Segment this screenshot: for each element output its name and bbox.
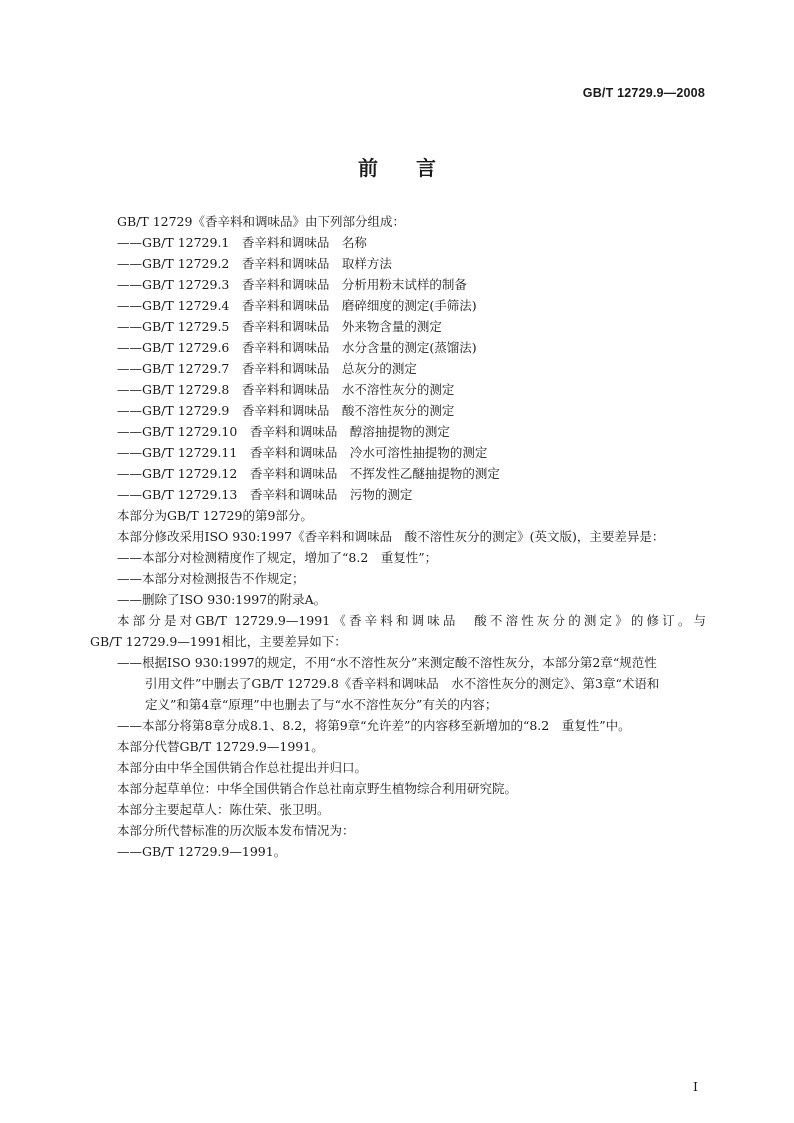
- text-line: ——GB/T 12729.10 香辛料和调味品 醇溶抽提物的测定: [117, 424, 450, 439]
- text-line: ——GB/T 12729.9 香辛料和调味品 酸不溶性灰分的测定: [117, 403, 455, 418]
- page-number: I: [693, 1079, 698, 1094]
- text-line: ——GB/T 12729.6 香辛料和调味品 水分含量的测定(蒸馏法): [117, 340, 477, 355]
- text-line: 本部分起草单位：中华全国供销合作总社南京野生植物综合利用研究院。: [117, 781, 518, 796]
- text-line: 本部分代替GB/T 12729.9—1991。: [117, 739, 324, 754]
- text-line: ——本部分对检测报告不作规定；: [117, 571, 305, 586]
- text-line: ——删除了ISO 930:1997的附录A。: [117, 592, 327, 607]
- text-line: ——GB/T 12729.8 香辛料和调味品 水不溶性灰分的测定: [117, 382, 455, 397]
- text-line: GB/T 12729《香辛料和调味品》由下列部分组成：: [117, 214, 405, 229]
- text-line: ——GB/T 12729.1 香辛料和调味品 名称: [117, 235, 367, 250]
- text-line: ——GB/T 12729.4 香辛料和调味品 磨碎细度的测定(手筛法): [117, 298, 477, 313]
- text-line: 定义”和第4章“原理”中也删去了与“水不溶性灰分”有关的内容；: [145, 697, 498, 712]
- text-line: ——GB/T 12729.9—1991。: [117, 844, 287, 859]
- text-line: ——本部分对检测精度作了规定，增加了“8.2 重复性”；: [117, 550, 438, 565]
- standard-code: GB/T 12729.9—2008: [582, 86, 705, 100]
- text-line: 本部分由中华全国供销合作总社提出并归口。: [117, 760, 368, 775]
- text-line: 本部分主要起草人：陈仕荣、张卫明。: [117, 802, 330, 817]
- text-line: ——GB/T 12729.2 香辛料和调味品 取样方法: [117, 256, 392, 271]
- text-line: ——GB/T 12729.13 香辛料和调味品 污物的测定: [117, 487, 413, 502]
- text-line: ——根据ISO 930:1997的规定，不用“水不溶性灰分”来测定酸不溶性灰分，本部分第2章“规范性: [117, 655, 657, 670]
- text-line: ——GB/T 12729.11 香辛料和调味品 冷水可溶性抽提物的测定: [117, 445, 488, 460]
- page-title: 前言: [358, 156, 474, 180]
- text-line: 本部分修改采用ISO 930:1997《香辛料和调味品 酸不溶性灰分的测定》(英文版)，主要差异是：: [117, 529, 665, 544]
- text-line: 本部分为GB/T 12729的第9部分。: [117, 508, 313, 523]
- text-line: 引用文件”中删去了GB/T 12729.8《香辛料和调味品 水不溶性灰分的测定》、第3章“术语和: [145, 676, 660, 691]
- foreword-body: [90, 211, 706, 862]
- text-line: 本部分所代替标准的历次版本发布情况为：: [117, 823, 355, 838]
- text-line: ——GB/T 12729.12 香辛料和调味品 不挥发性乙醚抽提物的测定: [117, 466, 500, 481]
- text-line: GB/T 12729.9—1991相比，主要差异如下：: [90, 634, 347, 649]
- text-line: ——本部分将第8章分成8.1、8.2，将第9章“允许差”的内容移至新增加的“8.2 重复性”中。: [117, 718, 631, 733]
- text-line: ——GB/T 12729.7 香辛料和调味品 总灰分的测定: [117, 361, 417, 376]
- text-line: 本部分是对GB/T 12729.9—1991《香辛料和调味品 酸不溶性灰分的测定》的修订。与: [117, 613, 706, 628]
- text-line: ——GB/T 12729.5 香辛料和调味品 外来物含量的测定: [117, 319, 442, 334]
- text-line: ——GB/T 12729.3 香辛料和调味品 分析用粉末试样的制备: [117, 277, 467, 292]
